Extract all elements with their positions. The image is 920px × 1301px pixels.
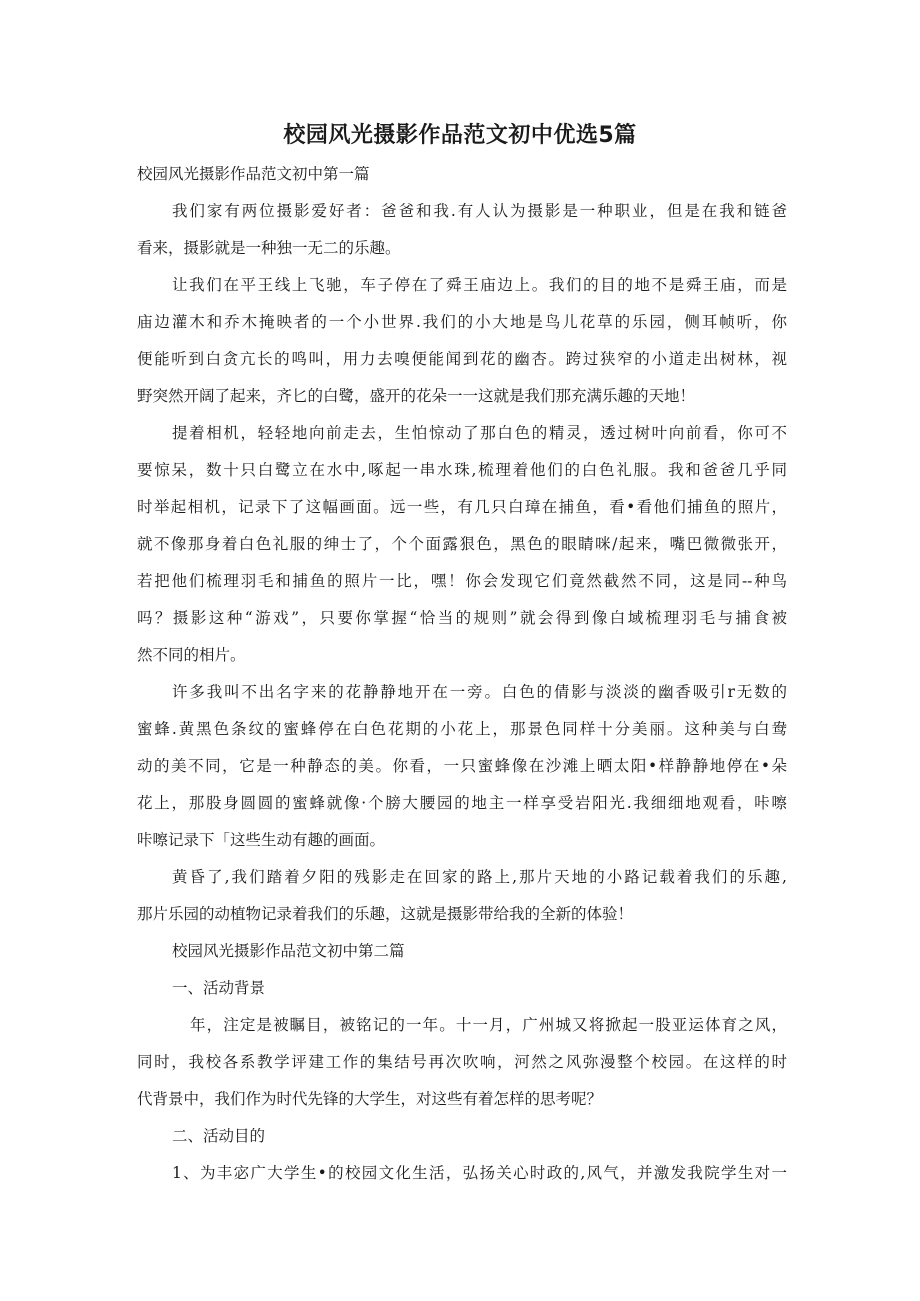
paragraph-line: 时举起相机，记录下了这幅画面。远一些，有几只白璋在捕鱼，看•看他们捕鱼的照片， — [137, 498, 787, 516]
paragraph-line: 蜜蜂.黄黑色条纹的蜜蜂停在白色花期的小花上，那景色同样十分美丽。这种美与白鸯 — [137, 720, 787, 738]
paragraph-line: 就不像那身着白色礼服的绅士了，个个面露狠色，黑色的眼睛咪/起来，嘴巴微微张开， — [137, 535, 787, 553]
paragraph-line: 野突然开阔了起来，齐匕的白鹭，盛开的花朵一一这就是我们那充满乐趣的天地！ — [137, 387, 696, 405]
document-title: 校园风光摄影作品范文初中优选5篇 — [283, 123, 637, 148]
paragraph-line: 动的美不同，它是一种静态的美。你看，一只蜜蜂像在沙滩上晒太阳•样静静地停在•朵 — [137, 757, 787, 775]
subheading-purpose: 二、活动目的 — [172, 1127, 266, 1145]
paragraph-line: 许多我叫不出名字来的花静静地开在一旁。白色的倩影与淡淡的幽香吸引r无数的 — [172, 683, 787, 701]
paragraph-line: 同时，我校各系教学评建工作的集结号再次吹响，河然之风弥漫整个校园。在这样的时 — [137, 1053, 787, 1071]
paragraph-line: 庙边灌木和乔木掩映者的一个小世界.我们的小大地是鸟儿花草的乐园，侧耳帧听，你 — [137, 313, 787, 331]
paragraph-line: 那片乐园的动植物记录着我们的乐趣，这就是摄影带给我的全新的体验！ — [137, 905, 634, 923]
paragraph-line: 黄昏了,我们踏着夕阳的残影走在回家的路上,那片天地的小路记载着我们的乐趣, — [172, 868, 787, 886]
paragraph-line: 看来，摄影就是一种独一无二的乐趣。 — [137, 239, 401, 257]
paragraph-line: 代背景中，我们作为时代先锋的大学生，对这些有着怎样的思考呢？ — [137, 1090, 603, 1108]
paragraph-line: 年，注定是被瞩目，被铭记的一年。十一月，广州城又将掀起一股亚运体育之风， — [190, 1016, 787, 1034]
section-heading-2: 校园风光摄影作品范文初中第二篇 — [172, 942, 405, 960]
section-heading-1: 校园风光摄影作品范文初中第一篇 — [137, 165, 370, 183]
paragraph-line: 1、为丰宓广大学生•的校园文化生活，弘扬关心时政的,风气，并激发我院学生对一 — [172, 1164, 787, 1182]
paragraph-line: 便能听到白贪亢长的鸣叫，用力去嗅便能闻到花的幽杏。跨过狭窄的小道走出树林，视 — [137, 350, 787, 368]
paragraph-line: 咔嚓记录下「这些生动有趣的画面。 — [137, 831, 386, 849]
paragraph-line: 提着相机，轻轻地向前走去，生怕惊动了那白色的精灵，透过树叶向前看，你可不 — [172, 424, 787, 442]
paragraph-line: 要惊呆，数十只白鹭立在水中,啄起一串水珠,梳理着他们的白色礼服。我和爸爸几乎同 — [137, 461, 787, 479]
paragraph-line: 花上，那股身圆圆的蜜蜂就像·个膀大腰园的地主一样享受岩阳光.我细细地观看，咔嚓 — [137, 794, 787, 812]
paragraph-line: 然不同的相片。 — [137, 646, 246, 664]
subheading-background: 一、活动背景 — [172, 979, 266, 997]
paragraph-line: 让我们在平王线上飞驰，车子停在了舜王庙边上。我们的目的地不是舜王庙，而是 — [172, 276, 787, 294]
paragraph-line: 我们家有两位摄影爱好者：爸爸和我.有人认为摄影是一种职业，但是在我和链爸 — [172, 202, 787, 220]
paragraph-line: 吗？摄影这种“游戏”，只要你掌握“恰当的规则”就会得到像白域梳理羽毛与捕食被 — [137, 609, 787, 627]
paragraph-line: 若把他们梳理羽毛和捕鱼的照片一比，嘿！你会发现它们竟然截然不同，这是同--种鸟 — [137, 572, 787, 590]
